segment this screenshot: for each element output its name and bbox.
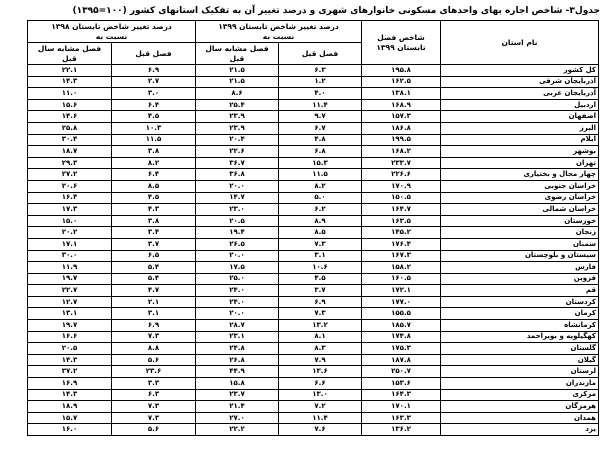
index-cell: ۱۵۸.۲: [362, 262, 441, 274]
change-1398-header-line1: درصد تغییر شاخص تابستان ۱۳۹۸: [51, 21, 172, 31]
index-cell: ۱۸۵.۷: [362, 320, 441, 332]
rent-index-table: [27, 20, 599, 436]
province-name-cell: اردبیل: [441, 99, 599, 111]
table-row: [28, 389, 599, 401]
prev-season-change-1399-cell: ۷.۶: [279, 424, 362, 436]
index-header-line1: شاخص فصل: [377, 32, 425, 42]
prev-season-header-1399: فصل قبل: [279, 43, 362, 65]
same-season-change-1399-cell: ۱۷.۵: [196, 262, 279, 274]
province-name-cell: سمنان: [441, 238, 599, 250]
table-row: [28, 273, 599, 285]
prev-season-change-1399-cell: ۶.۶: [279, 378, 362, 390]
table-row: [28, 215, 599, 227]
prev-season-change-1399-cell: ۶.۹: [279, 296, 362, 308]
prev-season-change-1399-cell: ۷.۲: [279, 401, 362, 413]
index-cell: ۱۴۵.۲: [362, 227, 441, 239]
same-season-change-1398-cell: ۱۴.۳: [28, 389, 112, 401]
same-season-change-1398-cell: ۱۴.۳: [28, 354, 112, 366]
table-row: [28, 227, 599, 239]
same-season-change-1399-cell: ۲۶.۵: [196, 238, 279, 250]
same-season-change-1398-cell: ۳۰.۴: [28, 134, 112, 146]
index-cell: ۱۳۸.۱: [362, 88, 441, 100]
province-name-cell: خوزستان: [441, 215, 599, 227]
index-cell: ۱۷۰.۹: [362, 180, 441, 192]
same-season-header-1398-line2: قبل: [62, 53, 77, 63]
table-row: [28, 285, 599, 297]
table-row: [28, 401, 599, 413]
index-cell: ۱۶۸.۲: [362, 146, 441, 158]
index-cell: ۱۹۹.۵: [362, 134, 441, 146]
index-cell: ۱۷۰.۱: [362, 401, 441, 413]
table-row: [28, 331, 599, 343]
province-name-cell: اصفهان: [441, 111, 599, 123]
same-season-change-1398-cell: ۲۲.۷: [28, 285, 112, 297]
index-cell: ۱۶۳.۵: [362, 215, 441, 227]
same-season-change-1399-cell: ۱۵.۸: [196, 378, 279, 390]
prev-season-change-1399-cell: ۷.۹: [279, 354, 362, 366]
same-season-header-1399-line2: قبل: [229, 53, 245, 63]
table-row: [28, 88, 599, 100]
same-season-change-1399-cell: ۴۴.۹: [196, 366, 279, 378]
prev-season-change-1399-cell: ۱۱.۴: [279, 412, 362, 424]
table-row: [28, 146, 599, 158]
same-season-change-1398-cell: ۱۷.۱: [28, 238, 112, 250]
same-season-change-1399-cell: ۲۴.۸: [196, 343, 279, 355]
table-row: [28, 424, 599, 436]
province-name-cell: ایلام: [441, 134, 599, 146]
prev-season-change-1399-cell: ۹.۷: [279, 111, 362, 123]
same-season-header-1398: [28, 43, 112, 65]
prev-season-change-1399-cell: ۶.۷: [279, 122, 362, 134]
table-row: [28, 180, 599, 192]
same-season-change-1398-cell: ۳۰.۰: [28, 250, 112, 262]
province-name-cell: آذربایجان غربی: [441, 88, 599, 100]
index-cell: ۱۶۸.۹: [362, 99, 441, 111]
index-cell: ۱۶۷.۳: [362, 250, 441, 262]
index-cell: ۱۳۶.۲: [362, 424, 441, 436]
same-season-change-1399-cell: ۲۵.۴: [196, 99, 279, 111]
same-season-change-1398-cell: ۲۷.۲: [28, 169, 112, 181]
prev-season-change-1399-cell: ۱۳.۰: [279, 389, 362, 401]
table-row: [28, 111, 599, 123]
index-cell: ۱۷۴.۸: [362, 331, 441, 343]
same-season-change-1399-cell: ۱۴.۷: [196, 192, 279, 204]
same-season-change-1398-cell: ۲۲.۱: [28, 65, 112, 77]
same-season-change-1399-cell: ۲۵.۰: [196, 273, 279, 285]
index-cell: ۱۵۵.۵: [362, 308, 441, 320]
prev-season-change-1398-cell: ۳.۴: [112, 227, 196, 239]
prev-season-change-1399-cell: ۶.۸: [279, 146, 362, 158]
province-name-cell: قم: [441, 285, 599, 297]
index-cell: ۱۵۳.۶: [362, 378, 441, 390]
province-name-cell: سیستان و بلوچستان: [441, 250, 599, 262]
same-season-change-1399-cell: ۲۳.۰: [196, 204, 279, 216]
index-cell: ۱۸۷.۸: [362, 354, 441, 366]
province-name-cell: یزد: [441, 424, 599, 436]
prev-season-change-1399-cell: ۳.۱: [279, 250, 362, 262]
table-caption: جدول۳- شاخص اجاره بهای واحدهای مسکونی خانوارهای شهری و درصد تغییر آن به تفکیک استانهای کشور (۱۰۰=۱۳۹۵): [72, 6, 600, 16]
same-season-change-1399-cell: ۲۰.۴: [196, 134, 279, 146]
index-cell: ۱۶۴.۷: [362, 204, 441, 216]
same-season-change-1399-cell: ۲۲.۶: [196, 146, 279, 158]
same-season-change-1398-cell: ۱۱.۹: [28, 262, 112, 274]
table-row: [28, 192, 599, 204]
prev-season-change-1399-cell: ۵.۰: [279, 192, 362, 204]
same-season-change-1399-cell: ۲۳.۹: [196, 122, 279, 134]
same-season-change-1399-cell: ۲۳.۹: [196, 111, 279, 123]
province-name-cell: چهار محال و بختیاری: [441, 169, 599, 181]
province-name-cell: خراسان رضوی: [441, 192, 599, 204]
index-cell: ۱۵۷.۳: [362, 111, 441, 123]
same-season-change-1398-cell: ۱۶.۹: [28, 378, 112, 390]
same-season-header-1399-line1: فصل مشابه سال: [205, 43, 269, 53]
same-season-change-1398-cell: ۱۸.۹: [28, 401, 112, 413]
prev-season-change-1398-cell: ۶.۵: [112, 250, 196, 262]
same-season-change-1398-cell: ۱۶.۰: [28, 424, 112, 436]
prev-season-change-1399-cell: ۱۱.۴: [279, 99, 362, 111]
province-name-cell: همدان: [441, 412, 599, 424]
same-season-change-1398-cell: ۱۵.۶: [28, 99, 112, 111]
prev-season-change-1399-cell: ۶.۲: [279, 204, 362, 216]
table-row: [28, 343, 599, 355]
same-season-change-1398-cell: ۱۷.۳: [28, 204, 112, 216]
province-name-cell: لرستان: [441, 366, 599, 378]
province-name-cell: خراسان جنوبی: [441, 180, 599, 192]
index-cell: ۱۹۵.۸: [362, 65, 441, 77]
table-row: [28, 134, 599, 146]
prev-season-change-1399-cell: ۱۳.۶: [279, 366, 362, 378]
index-cell: ۱۵۰.۵: [362, 192, 441, 204]
prev-season-change-1398-cell: ۷.۳: [112, 401, 196, 413]
index-cell: ۲۵۰.۷: [362, 366, 441, 378]
prev-season-change-1398-cell: ۳.۱: [112, 308, 196, 320]
prev-season-change-1399-cell: ۸.۳: [279, 343, 362, 355]
same-season-change-1399-cell: ۳۶.۸: [196, 169, 279, 181]
prev-season-change-1398-cell: ۵.۴: [112, 262, 196, 274]
province-name-cell: کهگیلویه و بویراحمد: [441, 331, 599, 343]
prev-season-change-1398-cell: ۶.۴: [112, 169, 196, 181]
same-season-change-1399-cell: ۱۹.۴: [196, 227, 279, 239]
index-cell: ۱۶۴.۳: [362, 389, 441, 401]
table-row: [28, 169, 599, 181]
same-season-change-1399-cell: ۲۱.۵: [196, 65, 279, 77]
province-name-cell: کردستان: [441, 296, 599, 308]
table-row: [28, 250, 599, 262]
prev-season-change-1399-cell: ۸.۲: [279, 180, 362, 192]
same-season-change-1399-cell: ۲۰.۰: [196, 180, 279, 192]
same-season-change-1398-cell: ۲۰.۶: [28, 180, 112, 192]
same-season-change-1398-cell: ۲۰.۵: [28, 343, 112, 355]
prev-season-change-1399-cell: ۷.۳: [279, 308, 362, 320]
same-season-change-1398-cell: ۱۶.۴: [28, 192, 112, 204]
prev-season-change-1399-cell: ۶.۳: [279, 65, 362, 77]
prev-season-change-1398-cell: ۷.۳: [112, 412, 196, 424]
same-season-change-1399-cell: ۲۰.۰: [196, 308, 279, 320]
index-cell: ۲۲۶.۶: [362, 169, 441, 181]
index-cell: ۱۶۳.۳: [362, 412, 441, 424]
prev-season-header-1398: فصل قبل: [112, 43, 196, 65]
change-1399-header-line2: نسبت به: [262, 31, 295, 41]
prev-season-change-1399-cell: ۸.۵: [279, 227, 362, 239]
index-cell: ۱۸۶.۸: [362, 122, 441, 134]
same-season-change-1398-cell: ۱۹.۷: [28, 320, 112, 332]
same-season-change-1399-cell: ۲۱.۵: [196, 76, 279, 88]
table-row: [28, 308, 599, 320]
same-season-header-1398-line1: فصل مشابه سال: [37, 43, 102, 53]
prev-season-change-1398-cell: ۶.۴: [112, 99, 196, 111]
same-season-change-1399-cell: ۳۶.۷: [196, 157, 279, 169]
table-row: [28, 296, 599, 308]
index-cell: ۱۶۲.۵: [362, 76, 441, 88]
table-row: [28, 366, 599, 378]
prev-season-change-1398-cell: ۶.۹: [112, 320, 196, 332]
prev-season-change-1398-cell: ۳.۳: [112, 378, 196, 390]
prev-season-change-1398-cell: ۴.۵: [112, 192, 196, 204]
prev-season-change-1398-cell: ۵.۴: [112, 273, 196, 285]
province-header: نام استان: [441, 21, 599, 65]
same-season-change-1398-cell: ۱۳.۱: [28, 308, 112, 320]
table-row: [28, 412, 599, 424]
table-row: [28, 354, 599, 366]
same-season-change-1398-cell: ۱۴.۳: [28, 76, 112, 88]
same-season-change-1399-cell: ۲۶.۸: [196, 354, 279, 366]
prev-season-change-1398-cell: ۳.۸: [112, 146, 196, 158]
prev-season-change-1398-cell: ۳.۷: [112, 238, 196, 250]
same-season-change-1398-cell: ۱۴.۶: [28, 111, 112, 123]
index-cell: ۱۷۷.۰: [362, 296, 441, 308]
table-row: [28, 157, 599, 169]
prev-season-change-1398-cell: ۸.۸: [112, 343, 196, 355]
table-row: [28, 99, 599, 111]
table-row: [28, 378, 599, 390]
province-name-cell: قزوین: [441, 273, 599, 285]
same-season-change-1399-cell: ۲۱.۴: [196, 401, 279, 413]
same-season-change-1399-cell: ۲۷.۰: [196, 412, 279, 424]
prev-season-change-1398-cell: ۲.۷: [112, 76, 196, 88]
index-header: [362, 21, 441, 65]
prev-season-change-1398-cell: ۶.۳: [112, 389, 196, 401]
prev-season-change-1398-cell: ۶.۹: [112, 65, 196, 77]
province-name-cell: گیلان: [441, 354, 599, 366]
prev-season-change-1399-cell: ۷.۳: [279, 238, 362, 250]
table-row: [28, 65, 599, 77]
prev-season-change-1398-cell: ۴.۷: [112, 285, 196, 297]
prev-season-change-1399-cell: ۱۰.۶: [279, 262, 362, 274]
same-season-change-1398-cell: ۱۵.۷: [28, 412, 112, 424]
index-cell: ۲۳۳.۷: [362, 157, 441, 169]
table-body: [28, 65, 599, 436]
table-row: [28, 320, 599, 332]
same-season-change-1398-cell: ۲۵.۸: [28, 122, 112, 134]
province-name-cell: کل کشور: [441, 65, 599, 77]
province-name-cell: بوشهر: [441, 146, 599, 158]
prev-season-change-1398-cell: ۴.۳: [112, 204, 196, 216]
prev-season-change-1399-cell: ۴.۵: [279, 273, 362, 285]
prev-season-change-1398-cell: ۵.۶: [112, 354, 196, 366]
prev-season-change-1399-cell: ۱.۲: [279, 76, 362, 88]
prev-season-change-1398-cell: ۲۳.۶: [112, 366, 196, 378]
change-1399-header-line1: درصد تغییر شاخص تابستان ۱۳۹۹: [218, 21, 339, 31]
prev-season-change-1398-cell: ۳.۰: [112, 88, 196, 100]
prev-season-change-1398-cell: ۸.۵: [112, 180, 196, 192]
same-season-change-1398-cell: ۳۷.۲: [28, 366, 112, 378]
table-row: [28, 204, 599, 216]
province-name-cell: خراسان شمالی: [441, 204, 599, 216]
prev-season-change-1398-cell: ۱۰.۳: [112, 122, 196, 134]
province-name-cell: فارس: [441, 262, 599, 274]
prev-season-change-1398-cell: ۷.۳: [112, 331, 196, 343]
prev-season-change-1399-cell: ۱۵.۳: [279, 157, 362, 169]
province-name-cell: زنجان: [441, 227, 599, 239]
same-season-change-1399-cell: ۲۳.۷: [196, 389, 279, 401]
same-season-change-1399-cell: ۲۰.۰: [196, 250, 279, 262]
same-season-change-1398-cell: ۲۰.۲: [28, 227, 112, 239]
same-season-change-1398-cell: ۱۱.۰: [28, 88, 112, 100]
same-season-change-1399-cell: ۲۸.۷: [196, 320, 279, 332]
province-name-cell: گلستان: [441, 343, 599, 355]
prev-season-change-1399-cell: ۴.۸: [279, 134, 362, 146]
province-name-cell: تهران: [441, 157, 599, 169]
prev-season-change-1399-cell: ۴.۰: [279, 88, 362, 100]
province-name-cell: مرکزی: [441, 389, 599, 401]
table-row: [28, 238, 599, 250]
province-name-cell: کرمان: [441, 308, 599, 320]
prev-season-change-1399-cell: ۸.۱: [279, 331, 362, 343]
table-row: [28, 262, 599, 274]
prev-season-change-1399-cell: ۱۱.۵: [279, 169, 362, 181]
same-season-change-1399-cell: ۲۴.۰: [196, 296, 279, 308]
prev-season-change-1398-cell: ۲.۱: [112, 296, 196, 308]
same-season-change-1399-cell: ۸.۶: [196, 88, 279, 100]
same-season-change-1399-cell: ۲۳.۱: [196, 331, 279, 343]
same-season-change-1399-cell: ۲۴.۰: [196, 285, 279, 297]
same-season-change-1398-cell: ۱۶.۶: [28, 331, 112, 343]
prev-season-change-1398-cell: ۴.۵: [112, 111, 196, 123]
index-cell: ۱۷۲.۱: [362, 285, 441, 297]
change-1398-header-line2: نسبت به: [95, 31, 128, 41]
change-1399-header: [196, 21, 362, 43]
province-name-cell: البرز: [441, 122, 599, 134]
same-season-change-1398-cell: ۱۵.۰: [28, 215, 112, 227]
same-season-change-1399-cell: ۲۲.۲: [196, 424, 279, 436]
change-1398-header: [28, 21, 196, 43]
same-season-change-1398-cell: ۲۹.۳: [28, 157, 112, 169]
same-season-change-1398-cell: ۱۲.۷: [28, 296, 112, 308]
prev-season-change-1399-cell: ۳.۷: [279, 285, 362, 297]
table-row: [28, 122, 599, 134]
index-header-line2: تابستان ۱۳۹۹: [376, 42, 426, 52]
same-season-change-1398-cell: ۱۹.۷: [28, 273, 112, 285]
prev-season-change-1398-cell: ۱۱.۵: [112, 134, 196, 146]
province-name-cell: هرمزگان: [441, 401, 599, 413]
province-name-cell: مازندران: [441, 378, 599, 390]
same-season-change-1398-cell: ۱۸.۷: [28, 146, 112, 158]
same-season-change-1399-cell: ۲۰.۵: [196, 215, 279, 227]
table-row: [28, 76, 599, 88]
prev-season-change-1399-cell: ۱۳.۲: [279, 320, 362, 332]
index-cell: ۱۷۵.۳: [362, 343, 441, 355]
same-season-header-1399: [196, 43, 279, 65]
prev-season-change-1398-cell: ۳.۸: [112, 215, 196, 227]
index-cell: ۱۶۰.۵: [362, 273, 441, 285]
prev-season-change-1399-cell: ۸.۹: [279, 215, 362, 227]
prev-season-change-1398-cell: ۸.۲: [112, 157, 196, 169]
index-cell: ۱۷۶.۴: [362, 238, 441, 250]
prev-season-change-1398-cell: ۵.۶: [112, 424, 196, 436]
province-name-cell: آذربایجان شرقی: [441, 76, 599, 88]
province-name-cell: کرمانشاه: [441, 320, 599, 332]
